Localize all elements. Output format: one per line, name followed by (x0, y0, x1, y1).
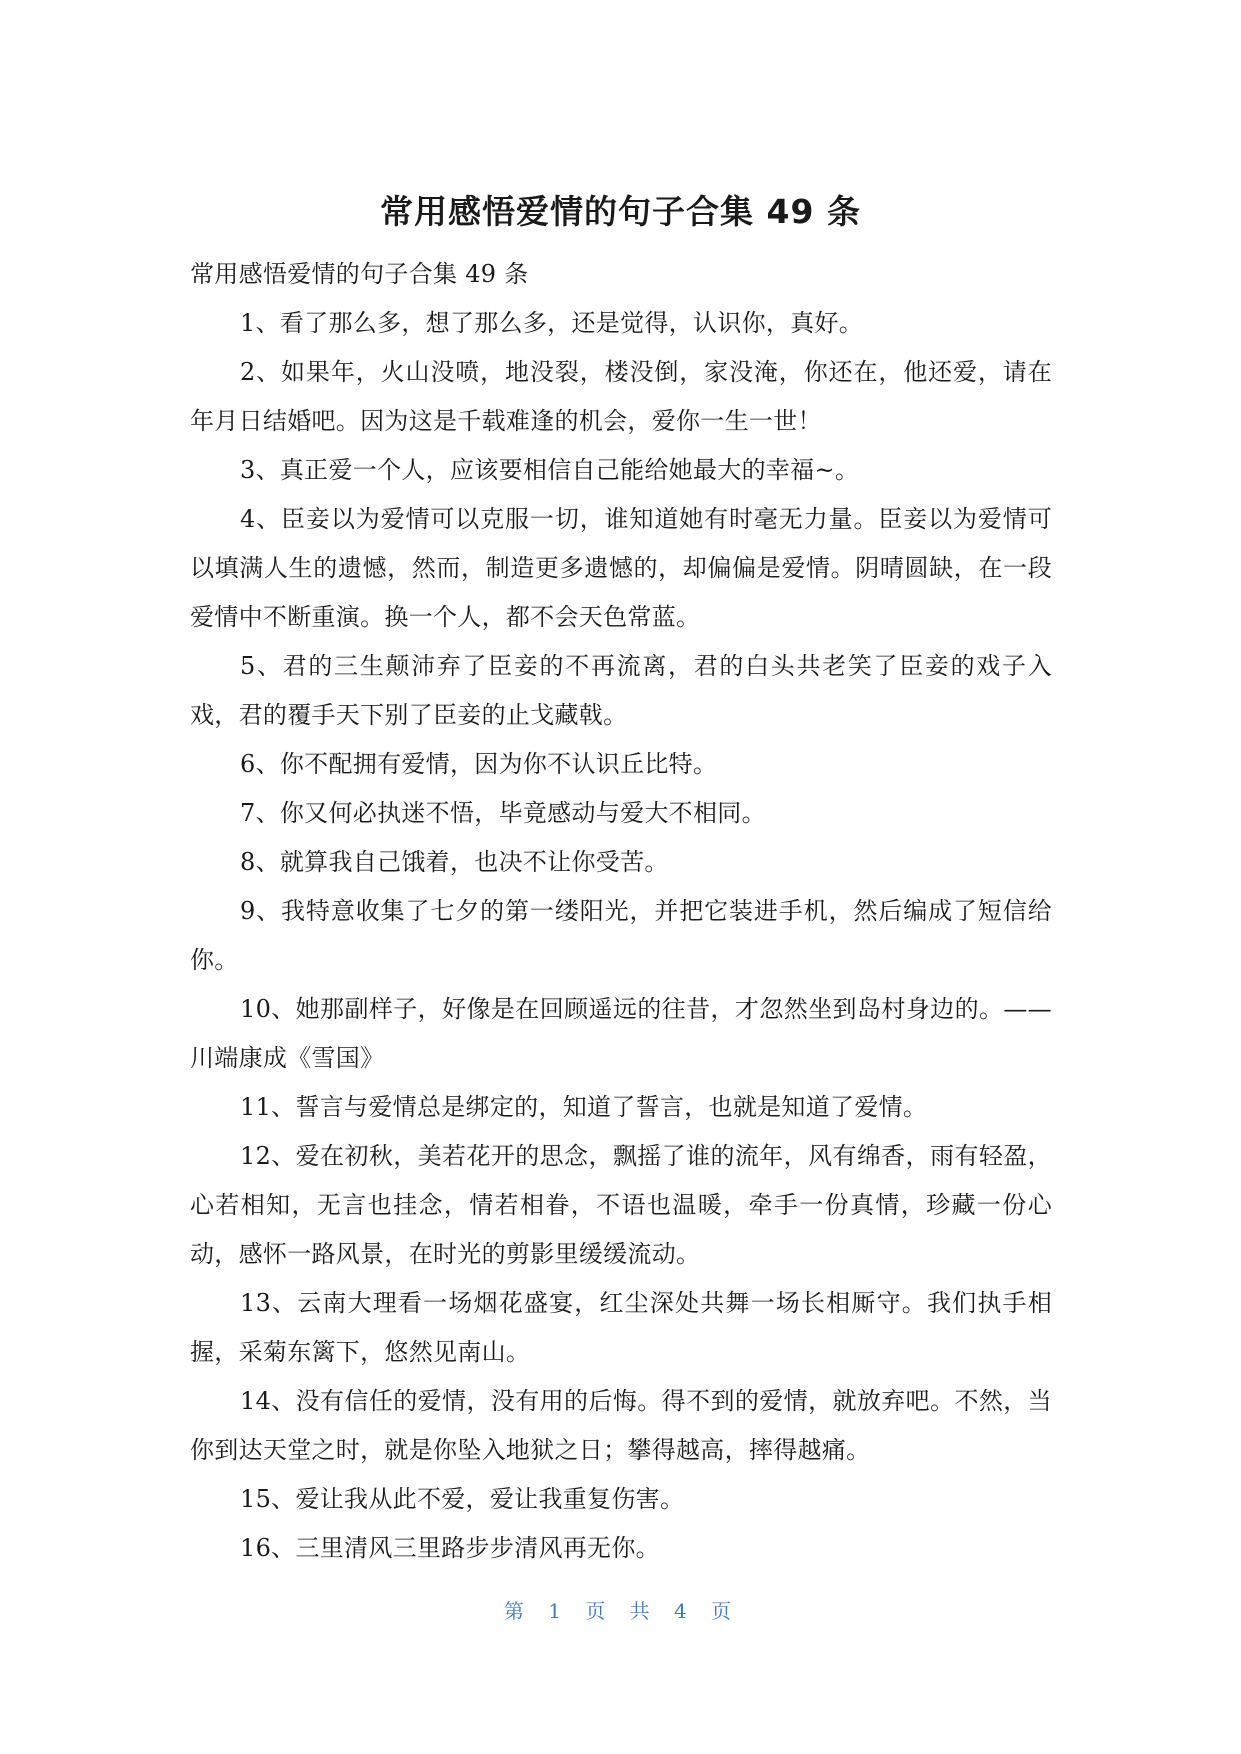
paragraph: 4、臣妾以为爱情可以克服一切，谁知道她有时毫无力量。臣妾以为爱情可以填满人生的遗憾，然而，制造更多遗憾的，却偏偏是爱情。阴晴圆缺，在一段爱情中不断重演。换一个人，都不会天色常蓝。 (190, 505, 1052, 631)
paragraph: 2、如果年，火山没喷，地没裂，楼没倒，家没淹，你还在，他还爱，请在年月日结婚吧。因为这是千载难逢的机会，爱你一生一世！ (190, 358, 1052, 435)
paragraph: 5、君的三生颠沛弃了臣妾的不再流离，君的白头共老笑了臣妾的戏子入戏，君的覆手天下别了臣妾的止戈藏戟。 (190, 652, 1052, 729)
intro-line: 常用感悟爱情的句子合集 49 条 (190, 260, 529, 288)
paragraph: 11、誓言与爱情总是绑定的，知道了誓言，也就是知道了爱情。 (240, 1093, 928, 1121)
paragraph: 3、真正爱一个人，应该要相信自己能给她最大的幸福~。 (240, 456, 860, 484)
paragraph: 10、她那副样子，好像是在回顾遥远的往昔，才忽然坐到岛村身边的。——川端康成《雪国》 (190, 995, 1052, 1072)
paragraph: 15、爱让我从此不爱，爱让我重复伤害。 (240, 1485, 685, 1513)
paragraph: 13、云南大理看一场烟花盛宴，红尘深处共舞一场长相厮守。我们执手相握，采菊东篱下，悠然见南山。 (190, 1289, 1052, 1366)
paragraph: 7、你又何必执迷不悟，毕竟感动与爱大不相同。 (240, 799, 766, 827)
paragraph: 6、你不配拥有爱情，因为你不认识丘比特。 (240, 750, 718, 778)
paragraph: 14、没有信任的爱情，没有用的后悔。得不到的爱情，就放弃吧。不然，当你到达天堂之时，就是你坠入地狱之日；攀得越高，摔得越痛。 (190, 1387, 1052, 1464)
document-body (190, 250, 1052, 1573)
document-title: 常用感悟爱情的句子合集 49 条 (380, 192, 861, 231)
paragraph: 8、就算我自己饿着，也决不让你受苦。 (240, 848, 669, 876)
paragraph: 9、我特意收集了七夕的第一缕阳光，并把它装进手机，然后编成了短信给你。 (190, 897, 1052, 974)
paragraph: 16、三里清风三里路步步清风再无你。 (240, 1534, 660, 1562)
page-number-footer: 第 1 页 共 4 页 (503, 1599, 738, 1623)
paragraph: 12、爱在初秋，美若花开的思念，飘摇了谁的流年，风有绵香，雨有轻盈，心若相知，无言也挂念，情若相眷，不语也温暖，牵手一份真情，珍藏一份心动，感怀一路风景，在时光的剪影里缓缓流动。 (190, 1142, 1052, 1268)
paragraph: 1、看了那么多，想了那么多，还是觉得，认识你，真好。 (240, 309, 864, 337)
